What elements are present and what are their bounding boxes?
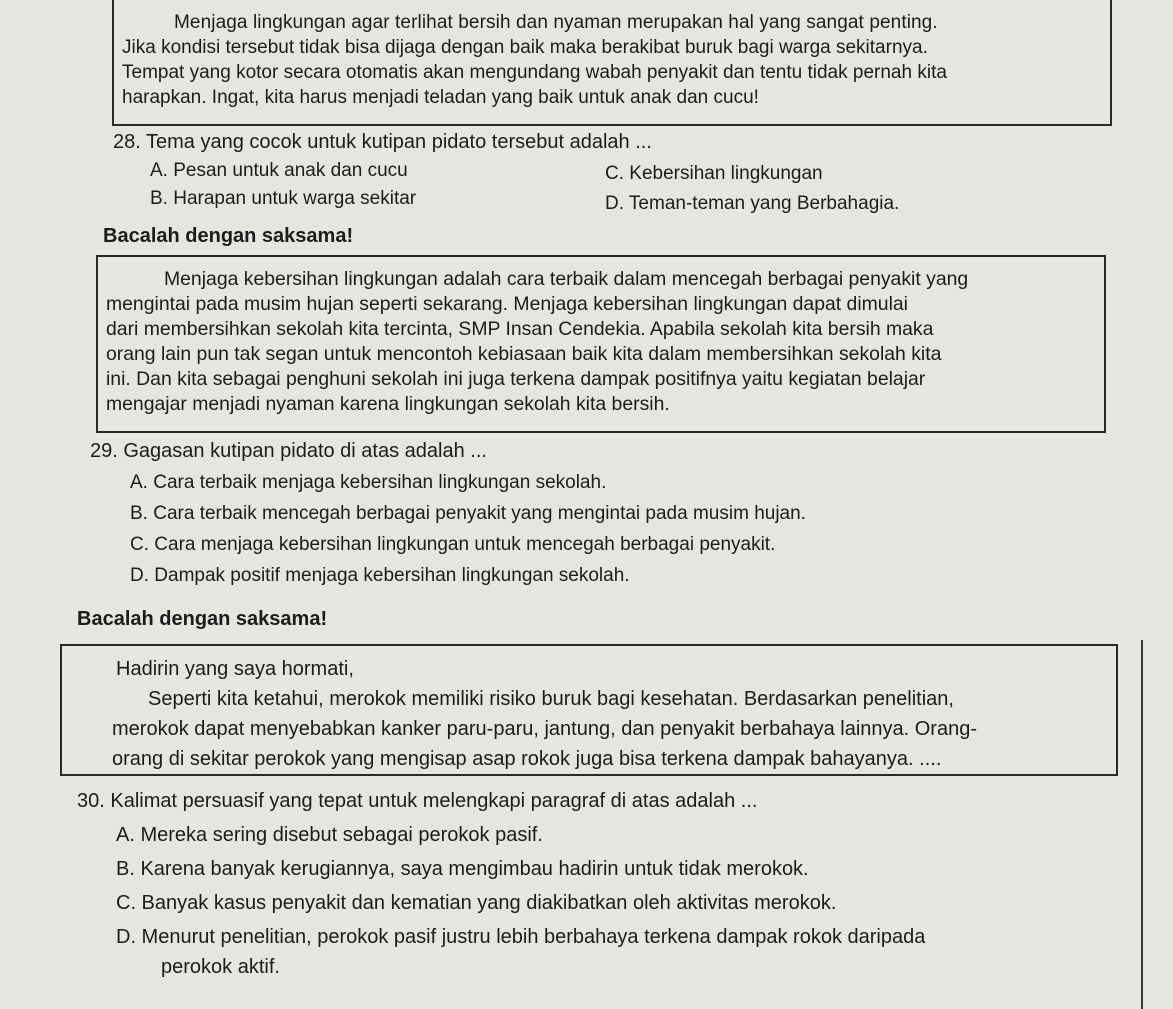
- q28-option-b[interactable]: B. Harapan untuk warga sekitar: [150, 188, 417, 209]
- passage-box-1: [112, 0, 1112, 126]
- passage-2-line-3: dari membersihkan sekolah kita tercinta, SMP Insan Cendekia. Apabila sekolah kita bersih maka: [106, 318, 934, 340]
- passage-3-line-4: orang di sekitar perokok yang mengisap asap rokok juga bisa terkena dampak bahayanya. ....: [112, 748, 942, 770]
- q28-option-c[interactable]: C. Kebersihan lingkungan: [605, 163, 823, 184]
- passage-1-line-4: harapkan. Ingat, kita harus menjadi teladan yang baik untuk anak dan cucu!: [122, 87, 759, 108]
- instruction-heading-2: Bacalah dengan saksama!: [77, 608, 328, 630]
- q30-option-a[interactable]: A. Mereka sering disebut sebagai perokok pasif.: [116, 824, 543, 846]
- question-30: 30. Kalimat persuasif yang tepat untuk melengkapi paragraf di atas adalah ...: [77, 790, 758, 812]
- passage-box-3: [60, 644, 1118, 776]
- passage-1-line-1: Menjaga lingkungan agar terlihat bersih dan nyaman merupakan hal yang sangat penting.: [174, 12, 938, 33]
- passage-2-line-6: mengajar menjadi nyaman karena lingkungan sekolah kita bersih.: [106, 393, 670, 415]
- question-28: 28. Tema yang cocok untuk kutipan pidato tersebut adalah ...: [113, 131, 652, 153]
- q28-option-d[interactable]: D. Teman-teman yang Berbahagia.: [605, 193, 900, 214]
- passage-2-line-4: orang lain pun tak segan untuk mencontoh kebiasaan baik kita dalam membersihkan sekolah kita: [106, 343, 942, 365]
- q28-option-a[interactable]: A. Pesan untuk anak dan cucu: [150, 160, 408, 181]
- q29-option-c[interactable]: C. Cara menjaga kebersihan lingkungan untuk mencegah berbagai penyakit.: [130, 534, 776, 555]
- passage-box-2: [96, 255, 1106, 433]
- passage-1-line-3: Tempat yang kotor secara otomatis akan mengundang wabah penyakit dan tentu tidak pernah kita: [122, 62, 947, 83]
- page-fold-line: [1141, 640, 1143, 1009]
- passage-3-line-1: Hadirin yang saya hormati,: [116, 658, 354, 680]
- q29-option-a[interactable]: A. Cara terbaik menjaga kebersihan lingkungan sekolah.: [130, 472, 607, 493]
- passage-3-line-2: Seperti kita ketahui, merokok memiliki risiko buruk bagi kesehatan. Berdasarkan penelitian,: [148, 688, 954, 710]
- instruction-heading-1: Bacalah dengan saksama!: [103, 225, 354, 247]
- passage-1-line-2: Jika kondisi tersebut tidak bisa dijaga dengan baik maka berakibat buruk bagi warga sekitarnya.: [122, 37, 928, 58]
- passage-2-line-1: Menjaga kebersihan lingkungan adalah cara terbaik dalam mencegah berbagai penyakit yang: [164, 268, 969, 290]
- q30-option-d-continued: perokok aktif.: [161, 956, 280, 978]
- q29-option-d[interactable]: D. Dampak positif menjaga kebersihan lingkungan sekolah.: [130, 565, 630, 586]
- q30-option-b[interactable]: B. Karena banyak kerugiannya, saya mengimbau hadirin untuk tidak merokok.: [116, 858, 809, 880]
- passage-2-line-2: mengintai pada musim hujan seperti sekarang. Menjaga kebersihan lingkungan dapat dimulai: [106, 293, 908, 315]
- q30-option-c[interactable]: C. Banyak kasus penyakit dan kematian yang diakibatkan oleh aktivitas merokok.: [116, 892, 837, 914]
- question-29: 29. Gagasan kutipan pidato di atas adalah ...: [90, 440, 487, 462]
- q29-option-b[interactable]: B. Cara terbaik mencegah berbagai penyakit yang mengintai pada musim hujan.: [130, 503, 806, 524]
- passage-3-line-3: merokok dapat menyebabkan kanker paru-paru, jantung, dan penyakit berbahaya lainnya. Orang-: [112, 718, 977, 740]
- passage-2-line-5: ini. Dan kita sebagai penghuni sekolah ini juga terkena dampak positifnya yaitu kegiatan belajar: [106, 368, 926, 390]
- q30-option-d[interactable]: D. Menurut penelitian, perokok pasif justru lebih berbahaya terkena dampak rokok daripada: [116, 926, 926, 948]
